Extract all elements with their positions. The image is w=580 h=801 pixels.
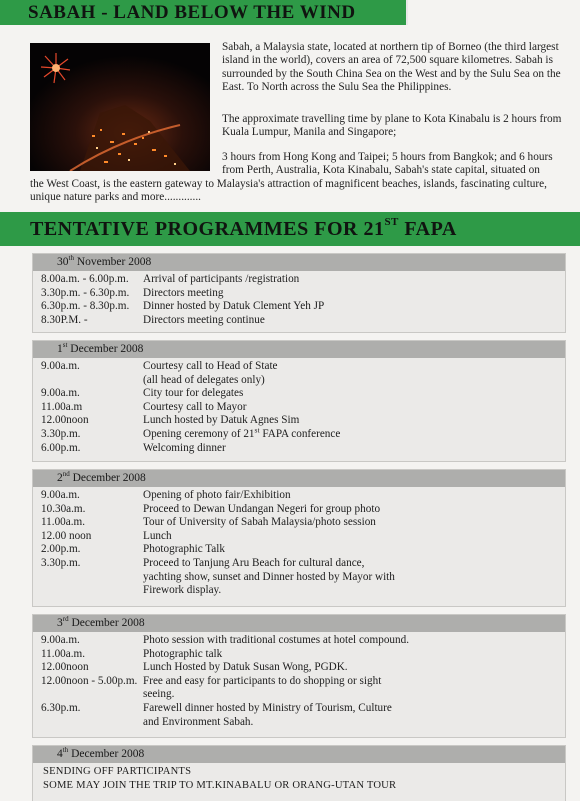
schedule-desc: Opening ceremony of 21 [143,427,255,440]
day-number: 1 [57,343,63,355]
day-heading [33,254,565,271]
schedule-desc: Arrival of participants /registration [143,273,300,285]
schedule-row [41,489,565,503]
schedule-time: 8.00a.m. - 6.00p.m. [41,273,129,285]
schedule-desc: and Environment Sabah. [143,715,254,728]
schedule-time [41,716,143,730]
intro-paragraph-location: Sabah, a Malaysia state, located at northern tip of Borneo (the third largest island in the world), covers an area of 72,500 square kilometres. Sabah is surrounded by the South China Sea on the West and by the Sulu Sea on the East. To North across the Sulu Sea the Philippines. [222,41,561,94]
day-box-4-december [32,745,566,801]
schedule-desc: Courtesy call to Mayor [143,400,247,413]
day-month-year: December 2008 [69,472,146,484]
schedule-time: 12.00noon [41,661,89,674]
schedule-row [41,688,565,702]
schedule-row [41,401,565,415]
page-title: SABAH - LAND BELOW THE WIND [28,2,356,23]
optional-trip-line: SOME MAY JOIN THE TRIP TO MT.KINABALU OR ORANG-UTAN TOUR [43,779,397,791]
schedule-time: 3.30p.m. [41,427,81,440]
schedule-desc: Photo session with traditional costumes at hotel compound. [143,634,409,646]
programme-title-ordinal: ST [384,216,399,228]
schedule-desc: Proceed to Tanjung Aru Beach for cultural dance, [143,556,365,569]
schedule-time: 6.30p.m. [41,701,81,714]
day-ordinal: th [68,254,74,263]
schedule-time: 12.00 noon [41,529,92,542]
schedule-row [41,716,565,730]
day-ordinal: st [62,341,68,350]
schedule-time: 9.00a.m. [41,634,80,646]
schedule-row [41,634,565,648]
schedule-desc: seeing. [143,688,175,701]
schedule-time: 9.00a.m. [41,387,80,400]
schedule-desc: Courtesy call to Head of State [143,360,278,372]
schedule-row [41,571,565,585]
schedule-time [41,584,143,598]
schedule-row [41,584,565,598]
day-ordinal: nd [62,470,70,479]
schedule-row [41,287,565,301]
schedule-desc-composite [143,425,558,442]
schedule-time: 6.00p.m. [41,441,81,454]
schedule-desc: Photographic Talk [143,543,225,556]
day-heading [33,470,565,487]
day-heading [33,746,565,763]
day-number: 3 [57,617,63,629]
schedule-desc: (all head of delegates only) [143,373,265,386]
schedule-row [41,273,565,287]
schedule-time: 2.00p.m. [41,543,81,556]
schedule-row [41,557,565,571]
schedule-desc: Opening of photo fair/Exhibition [143,489,291,501]
schedule-desc: City tour for delegates [143,387,244,400]
schedule-desc: Dinner hosted by Datuk Clement Yeh JP [143,300,325,313]
day-ordinal: rd [62,615,69,624]
day-month-year: December 2008 [68,617,145,629]
schedule-time [41,374,143,388]
schedule-row [41,374,565,388]
schedule-row [41,425,565,442]
schedule-time [41,571,143,585]
day-month-year: November 2008 [73,256,152,268]
night-city-image [30,43,210,171]
day-number: 2 [57,472,63,484]
programme-title-end: FAPA [398,218,457,240]
schedule-row [41,648,565,662]
schedule-desc: Photographic talk [143,647,223,660]
schedule-desc: Directors meeting [143,286,224,299]
day-month-year: December 2008 [68,748,145,760]
schedule-desc: Proceed to Dewan Undangan Negeri for group photo [143,502,381,515]
schedule-row [41,414,565,428]
intro-paragraph-travel-time: The approximate travelling time by plane to Kota Kinabalu is 2 hours from Kuala Lumpur, Manila and Singapore; [222,113,562,139]
night-city-fireworks-photo [30,43,210,171]
schedule-desc: Directors meeting continue [143,313,265,326]
schedule-row [41,516,565,530]
schedule-time: 6.30p.m. - 8.30p.m. [41,300,130,313]
schedule-row [41,702,565,716]
schedule-desc: Lunch [143,529,172,542]
day-number: 4 [57,748,63,760]
schedule-time: 12.00noon - 5.00p.m. [41,674,138,687]
schedule-time: 3.30p.m. [41,556,81,569]
schedule-row [41,675,565,689]
schedule-row [41,530,565,544]
schedule-time: 3.30p.m. - 6.30p.m. [41,286,130,299]
day-ordinal: th [62,746,69,755]
schedule-time: 8.30P.M. - [41,313,88,326]
schedule-time: 11.00a.m. [41,647,86,660]
schedule-desc: Lunch hosted by Datuk Agnes Sim [143,414,300,427]
schedule-row [41,661,565,675]
schedule-desc: Tour of University of Sabah Malaysia/photo session [143,516,376,529]
ordinal-suffix: st [254,425,260,435]
intro-paragraph-gateway: the West Coast, is the eastern gateway to Malaysia's attraction of magnificent beaches, islands, fascinating culture, unique nature parks and more............. [30,178,547,204]
schedule-time: 12.00noon [41,414,89,427]
schedule-time: 11.00a.m. [41,516,86,529]
schedule-desc: Lunch Hosted by Datuk Susan Wong, PGDK. [143,661,348,674]
schedule-desc: Farewell dinner hosted by Ministry of Tourism, Culture [143,701,392,714]
schedule-time: 9.00a.m. [41,360,80,372]
day-box-30-november [32,253,566,333]
schedule-time: 9.00a.m. [41,489,80,501]
day-number: 30 [57,256,69,268]
programme-title-banner [0,212,580,246]
day-box-3-december [32,614,566,738]
schedule-row [41,543,565,557]
page-title-banner [0,0,408,25]
send-off-line: SENDING OFF PARTICIPANTS [43,766,192,777]
day-month-year: December 2008 [67,343,144,355]
programme-title: TENTATIVE PROGRAMMES FOR 21 [30,218,385,240]
schedule-row [41,387,565,401]
day-box-2-december [32,469,566,607]
schedule-row [41,442,565,456]
schedule-row [41,503,565,517]
day-heading [33,615,565,632]
day-box-1-december [32,340,566,462]
day-heading [33,341,565,358]
schedule-desc: yachting show, sunset and Dinner hosted by Mayor with [143,570,395,583]
schedule-desc: Welcoming dinner [143,441,226,454]
schedule-desc-end: FAPA conference [259,427,341,440]
schedule-time: 11.00a.m [41,400,83,413]
schedule-row [41,300,565,314]
schedule-time [41,688,143,702]
schedule-desc: Free and easy for participants to do shopping or sight [143,674,382,687]
schedule-time: 10.30a.m. [41,502,86,515]
schedule-row [41,360,565,374]
intro-paragraph-travel-time-continued: 3 hours from Hong Kong and Taipei; 5 hours from Bangkok; and 6 hours from Perth, Australia, Kota Kinabalu, Sabah's state capital, situated on [222,151,553,177]
schedule-row [41,314,565,328]
schedule-desc: Firework display. [143,584,222,597]
